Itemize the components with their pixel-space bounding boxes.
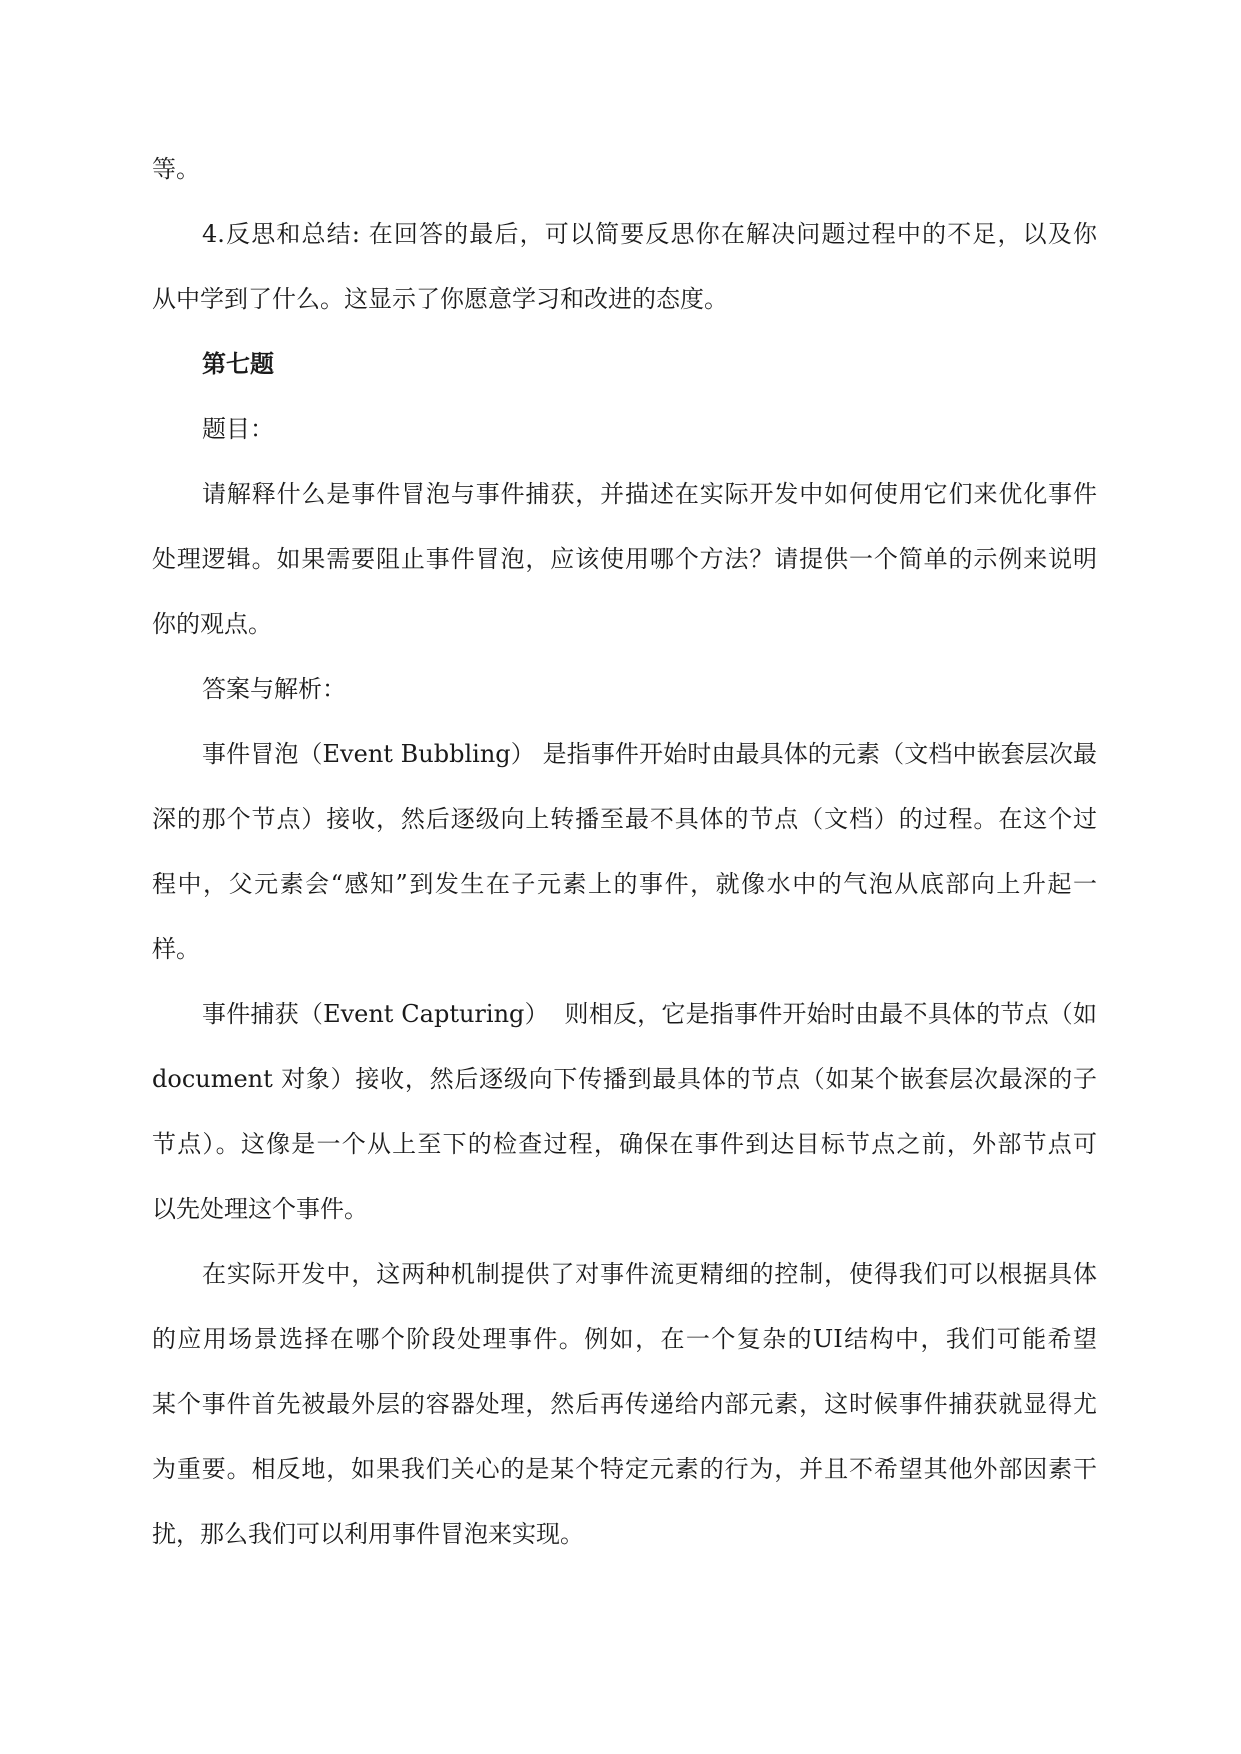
text-line: 事件冒泡（Event Bubbling） 是指事件开始时由最具体的元素（文档中嵌套层次最 xyxy=(202,740,1097,768)
text-line: 等。 xyxy=(152,155,200,183)
reflection-paragraph xyxy=(152,202,1097,332)
answer-label-text: 答案与解析： xyxy=(202,675,346,703)
text-line: 以先处理这个事件。 xyxy=(152,1195,368,1223)
text-line: 深的那个节点）接收，然后逐级向上转播至最不具体的节点（文档）的过程。在这个过 xyxy=(152,805,1097,833)
answer-paragraph-capturing xyxy=(152,982,1097,1242)
text-line: document 对象）接收，然后逐级向下传播到最具体的节点（如某个嵌套层次最深的子 xyxy=(152,1065,1097,1093)
answer-paragraph-usage xyxy=(152,1242,1097,1567)
text-line: 事件捕获（Event Capturing） 则相反，它是指事件开始时由最不具体的节点（如 xyxy=(202,1000,1097,1028)
text-line: 某个事件首先被最外层的容器处理，然后再传递给内部元素，这时候事件捕获就显得尤 xyxy=(152,1390,1097,1418)
text-line: 从中学到了什么。这显示了你愿意学习和改进的态度。 xyxy=(152,285,728,313)
text-line: 处理逻辑。如果需要阻止事件冒泡，应该使用哪个方法？请提供一个简单的示例来说明 xyxy=(152,545,1097,573)
question-label xyxy=(152,397,1097,462)
text-line: 4.反思和总结: 在回答的最后，可以简要反思你在解决问题过程中的不足，以及你 xyxy=(202,220,1097,248)
document-body xyxy=(152,137,1097,1567)
text-line: 扰，那么我们可以利用事件冒泡来实现。 xyxy=(152,1520,584,1548)
answer-label xyxy=(152,657,1097,722)
text-line: 为重要。相反地，如果我们关心的是某个特定元素的行为，并且不希望其他外部因素干 xyxy=(152,1455,1097,1483)
text-line: 你的观点。 xyxy=(152,610,272,638)
text-line: 程中，父元素会“感知”到发生在子元素上的事件，就像水中的气泡从底部向上升起一 xyxy=(152,870,1097,898)
section-heading-text: 第七题 xyxy=(202,350,274,378)
text-line: 请解释什么是事件冒泡与事件捕获，并描述在实际开发中如何使用它们来优化事件 xyxy=(202,480,1097,508)
question-paragraph xyxy=(152,462,1097,657)
text-line: 节点）。这像是一个从上至下的检查过程，确保在事件到达目标节点之前，外部节点可 xyxy=(152,1130,1097,1158)
text-line: 样。 xyxy=(152,935,200,963)
question-label-text: 题目： xyxy=(202,415,274,443)
continued-paragraph xyxy=(152,137,1097,202)
answer-paragraph-bubbling xyxy=(152,722,1097,982)
text-line: 的应用场景选择在哪个阶段处理事件。例如，在一个复杂的UI结构中，我们可能希望 xyxy=(152,1325,1097,1353)
section-heading xyxy=(152,332,1097,397)
text-line: 在实际开发中，这两种机制提供了对事件流更精细的控制，使得我们可以根据具体 xyxy=(202,1260,1097,1288)
